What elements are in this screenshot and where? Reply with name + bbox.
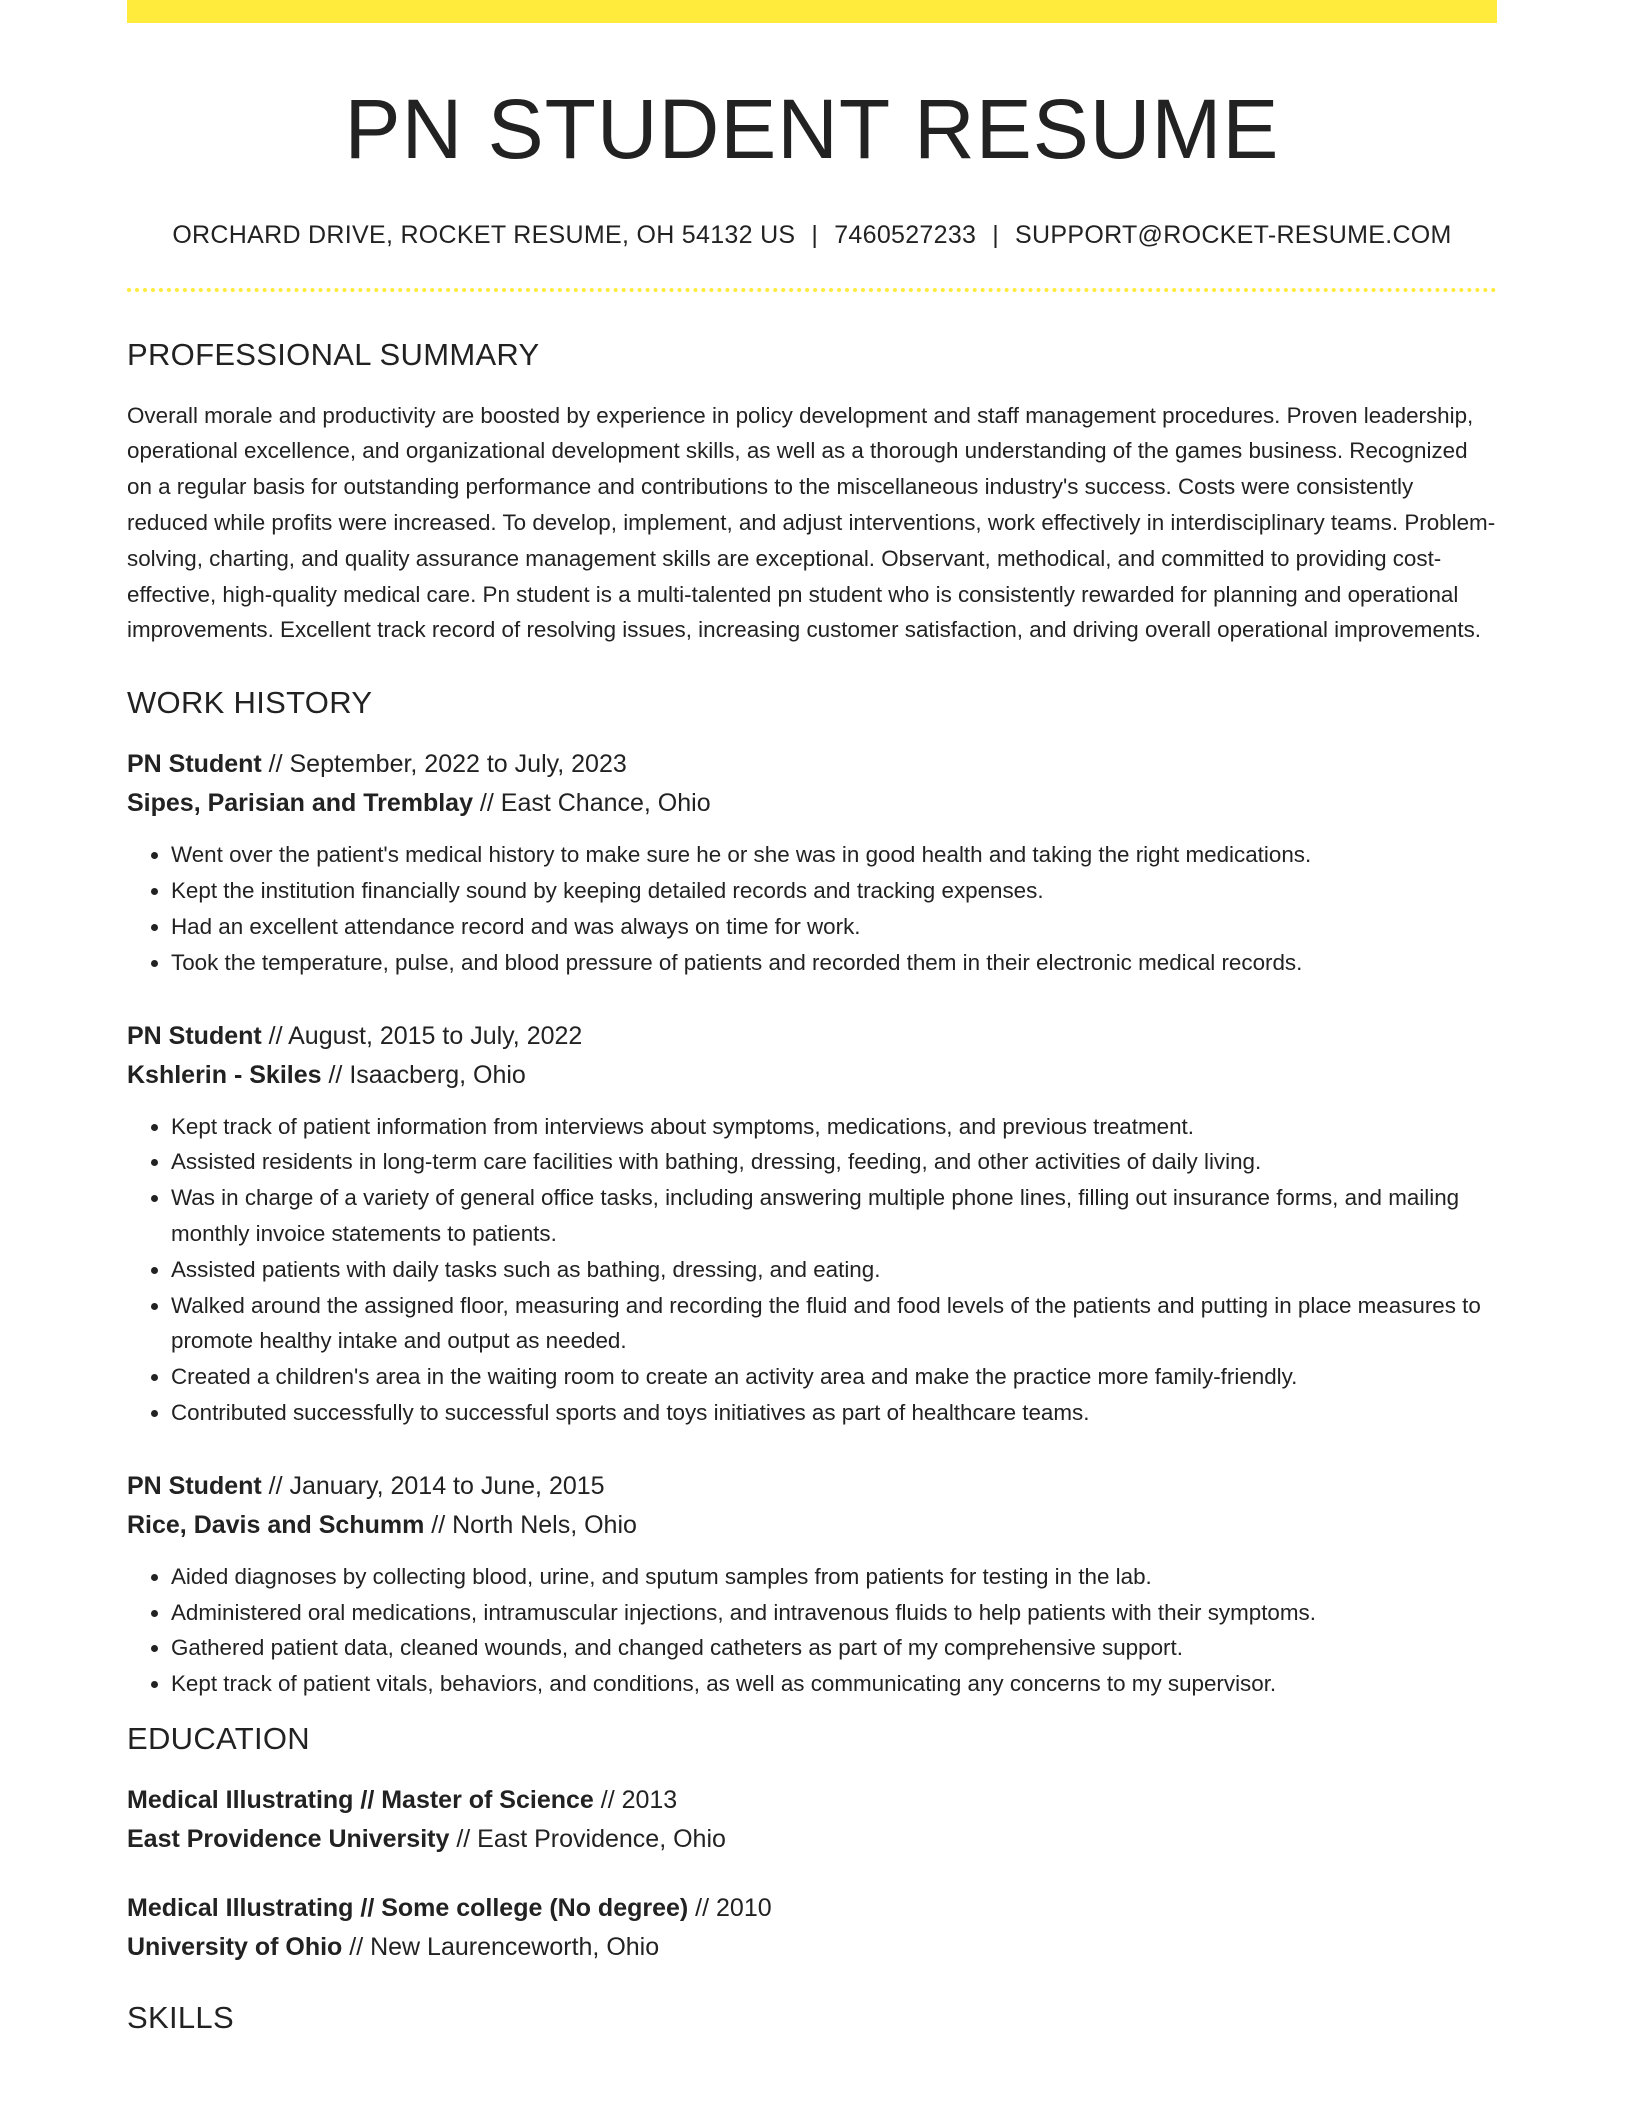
contact-address: ORCHARD DRIVE, ROCKET RESUME, OH 54132 US: [172, 221, 796, 250]
list-item: • Had an excellent attendance record and was always on time for work.: [171, 909, 1497, 945]
job-title-line: [127, 1017, 1497, 1056]
job-dates: // August, 2015 to July, 2022: [261, 1021, 583, 1050]
job-role: PN Student: [127, 1471, 262, 1500]
degree-year: // 2010: [688, 1894, 772, 1923]
job-company: Sipes, Parisian and Tremblay: [127, 789, 473, 818]
list-item: • Walked around the assigned floor, measuring and recording the fluid and food levels of the patients and putting in place measures to promote healthy intake and output as needed.: [171, 1288, 1497, 1360]
job-bullets: [127, 1109, 1497, 1431]
section-title-education: EDUCATION: [127, 1720, 310, 1756]
list-item: • Went over the patient's medical history to make sure he or she was in good health and taking the right medications.: [171, 837, 1497, 873]
job-role: PN Student: [127, 1021, 262, 1050]
contact-separator: |: [811, 221, 819, 250]
job-bullets: [127, 837, 1497, 980]
job-title-line: [127, 1467, 1497, 1506]
list-item: • Assisted patients with daily tasks such as bathing, dressing, and eating.: [171, 1252, 1497, 1288]
job-company-line: [127, 1056, 1497, 1095]
job-entry: [127, 1467, 1497, 1702]
degree-year: // 2013: [593, 1786, 678, 1815]
contact-separator: |: [992, 221, 1000, 250]
list-item: • Aided diagnoses by collecting blood, urine, and sputum samples from patients for testing in the lab.: [171, 1559, 1497, 1595]
section-title-work-history: WORK HISTORY: [127, 685, 373, 721]
dotted-divider: [127, 288, 1497, 292]
list-item: • Created a children's area in the waiting room to create an activity area and make the practice more family-friendly.: [171, 1359, 1497, 1395]
list-item: • Took the temperature, pulse, and blood pressure of patients and recorded them in their electronic medical records.: [171, 945, 1497, 981]
list-item: • Was in charge of a variety of general office tasks, including answering multiple phone lines, filling out insurance forms, and mailing monthly invoice statements to patients.: [171, 1180, 1497, 1252]
degree-line: [127, 1781, 1497, 1820]
degree-line: [127, 1889, 1497, 1928]
job-location: // North Nels, Ohio: [424, 1510, 637, 1539]
degree: Medical Illustrating // Some college (No degree): [127, 1894, 689, 1923]
job-location: // East Chance, Ohio: [472, 789, 711, 818]
section-title-skills: SKILLS: [127, 2000, 234, 2036]
education-entry: [127, 1889, 1497, 1967]
top-accent-bar: [127, 0, 1497, 23]
job-entry: [127, 1017, 1497, 1431]
job-dates: // September, 2022 to July, 2023: [261, 750, 627, 779]
resume-page: [127, 0, 1497, 2036]
contact-phone: 7460527233: [834, 221, 977, 250]
job-company: Kshlerin - Skiles: [127, 1060, 322, 1089]
job-company-line: [127, 784, 1497, 823]
list-item: • Kept track of patient vitals, behaviors, and conditions, as well as communicating any concerns to my supervisor.: [171, 1666, 1497, 1702]
school-line: [127, 1820, 1497, 1859]
school-name: East Providence University: [127, 1825, 450, 1854]
job-location: // Isaacberg, Ohio: [321, 1060, 526, 1089]
list-item: • Assisted residents in long-term care facilities with bathing, dressing, feeding, and other activities of daily living.: [171, 1144, 1497, 1180]
job-role: PN Student: [127, 750, 262, 779]
school-name: University of Ohio: [127, 1933, 343, 1962]
list-item: • Kept the institution financially sound by keeping detailed records and tracking expenses.: [171, 873, 1497, 909]
school-location: // East Providence, Ohio: [449, 1825, 726, 1854]
list-item: • Contributed successfully to successful sports and toys initiatives as part of healthcare teams.: [171, 1395, 1497, 1431]
section-title-summary: PROFESSIONAL SUMMARY: [127, 337, 540, 373]
summary-text: Overall morale and productivity are boosted by experience in policy development and staff management procedures. Proven leadership, operational excellence, and organizational development skills, as well as a thorough understanding of the games business. Recognized on a regular basis for outstanding performance and contributions to the miscellaneous industry's success. Costs were consistently reduced while profits were increased. To develop, implement, and adjust interventions, work effectively in interdisciplinary teams. Problem-solving, charting, and quality assurance management skills are exceptional. Observant, methodical, and committed to providing cost-effective, high-quality medical care. Pn student is a multi-talented pn student who is consistently rewarded for planning and operational improvements. Excellent track record of resolving issues, increasing customer satisfaction, and driving overall operational improvements.: [127, 402, 1496, 643]
job-company: Rice, Davis and Schumm: [127, 1510, 425, 1539]
job-company-line: [127, 1506, 1497, 1545]
contact-line: [127, 221, 1497, 250]
school-line: [127, 1928, 1497, 1967]
contact-email: SUPPORT@ROCKET-RESUME.COM: [1015, 221, 1452, 250]
job-title-line: [127, 745, 1497, 784]
education-entry: [127, 1781, 1497, 1859]
list-item: • Administered oral medications, intramuscular injections, and intravenous fluids to help patients with their symptoms.: [171, 1595, 1497, 1631]
job-bullets: [127, 1559, 1497, 1702]
school-location: // New Laurenceworth, Ohio: [342, 1933, 660, 1962]
list-item: • Gathered patient data, cleaned wounds, and changed catheters as part of my comprehensive support.: [171, 1630, 1497, 1666]
list-item: • Kept track of patient information from interviews about symptoms, medications, and previous treatment.: [171, 1109, 1497, 1145]
job-entry: [127, 745, 1497, 980]
job-dates: // January, 2014 to June, 2015: [261, 1471, 605, 1500]
resume-name: PN STUDENT RESUME: [344, 82, 1280, 176]
degree: Medical Illustrating // Master of Science: [127, 1786, 594, 1815]
